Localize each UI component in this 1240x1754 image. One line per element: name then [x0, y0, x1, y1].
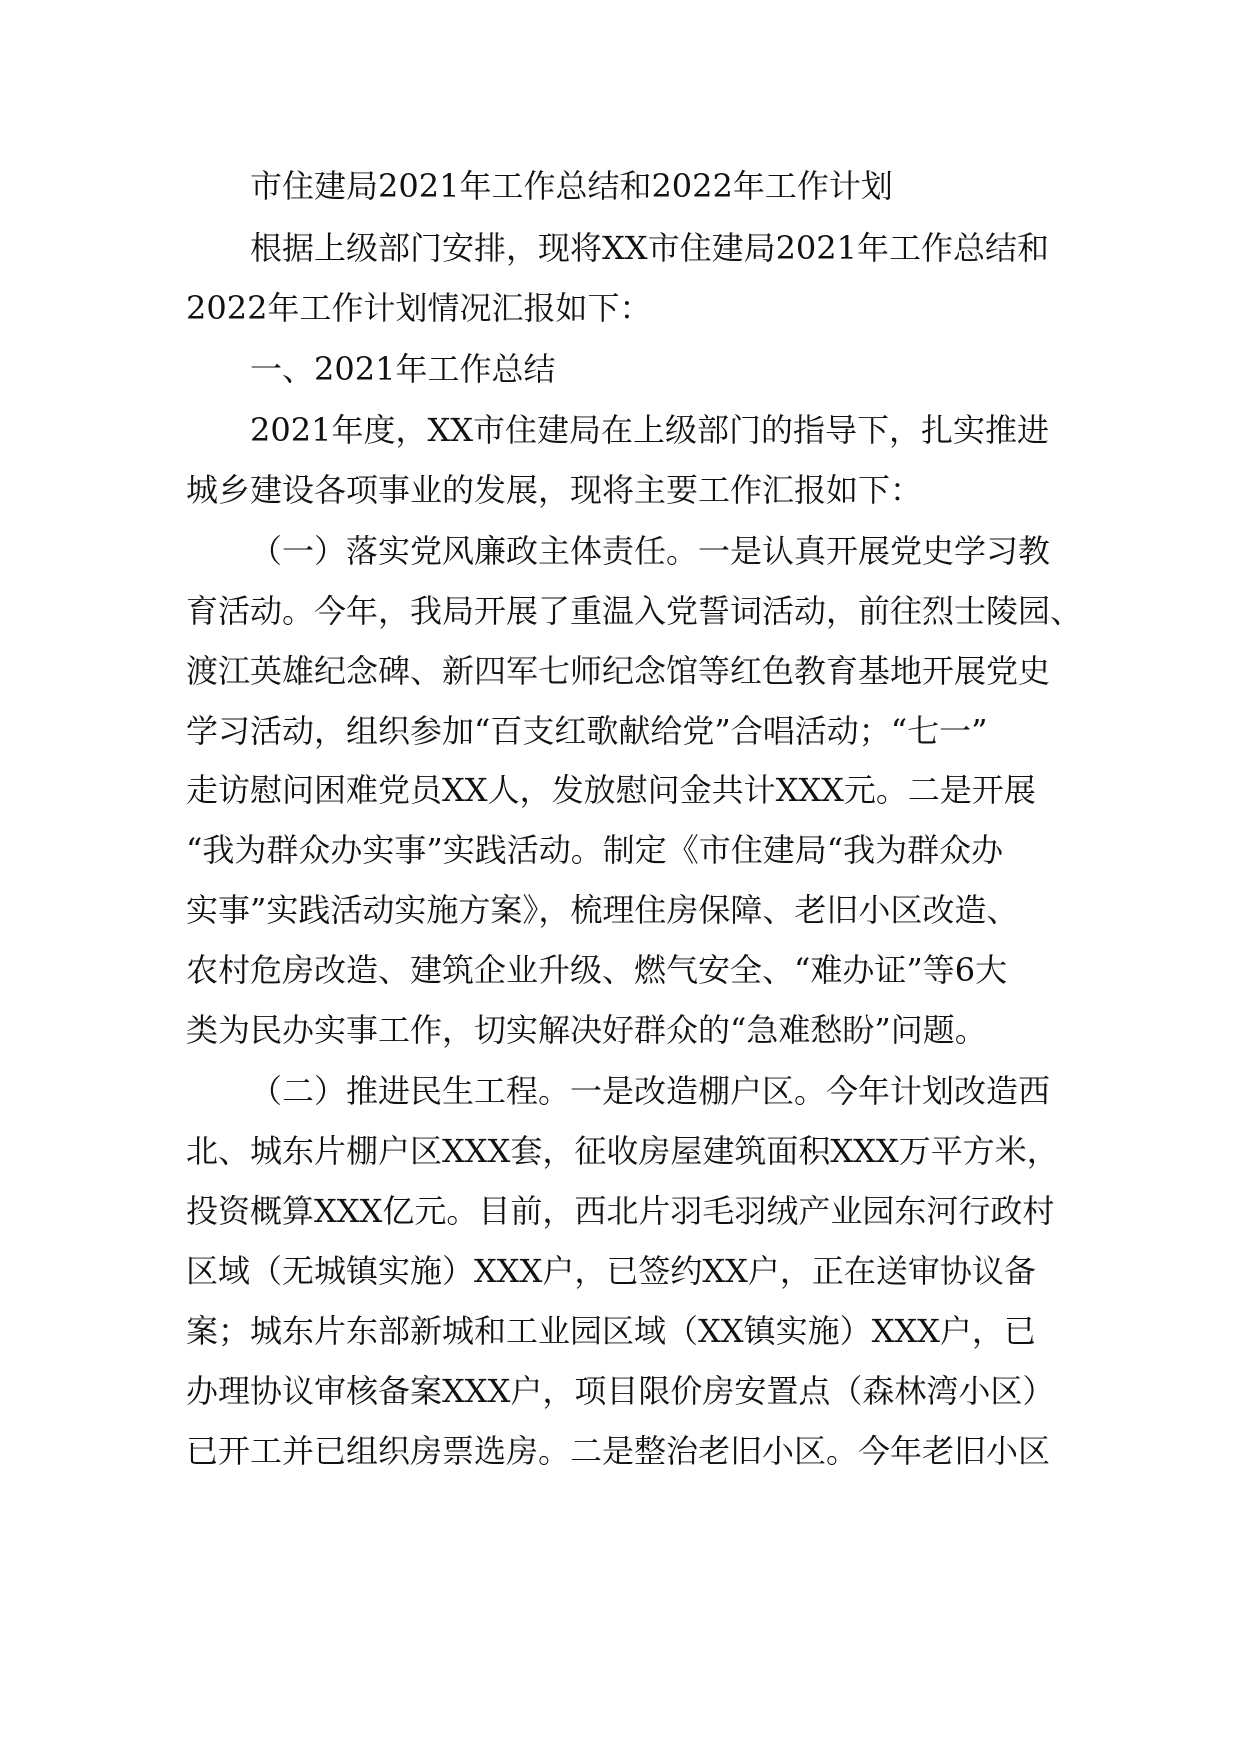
paragraph-line: “我为群众办实事”实践活动。制定《市住建局“我为群众办: [186, 831, 1004, 869]
paragraph-line: （二）推进民生工程。一是改造棚户区。今年计划改造西: [250, 1072, 1051, 1110]
paragraph-line: 类为民办实事工作，切实解决好群众的“急难愁盼”问题。: [186, 1011, 987, 1049]
document-title: 市住建局2021年工作总结和2022年工作计划: [250, 167, 893, 205]
paragraph-line: 农村危房改造、建筑企业升级、燃气安全、“难办证”等6大: [186, 951, 1008, 989]
paragraph-line: 走访慰问困难党员XX人，发放慰问金共计XXX元。二是开展: [186, 771, 1036, 809]
paragraph-line: 区域（无城镇实施）XXX户，已签约XX户，正在送审协议备: [186, 1252, 1036, 1290]
paragraph-line: 投资概算XXX亿元。目前，西北片羽毛羽绒产业园东河行政村: [186, 1192, 1055, 1230]
paragraph-line: 育活动。今年，我局开展了重温入党誓词活动，前往烈士陵园、: [186, 592, 1083, 630]
paragraph-line: 实事”实践活动实施方案》，梳理住房保障、老旧小区改造、: [186, 891, 1019, 929]
paragraph-line: （一）落实党风廉政主体责任。一是认真开展党史学习教: [250, 532, 1051, 570]
paragraph-line: 根据上级部门安排，现将XX市住建局2021年工作总结和: [250, 229, 1050, 267]
paragraph-line: 城乡建设各项事业的发展，现将主要工作汇报如下：: [186, 471, 923, 509]
paragraph-line: 已开工并已组织房票选房。二是整治老旧小区。今年老旧小区: [186, 1432, 1051, 1470]
section-heading: 一、2021年工作总结: [250, 350, 556, 388]
paragraph-line: 2022年工作计划情况汇报如下：: [186, 289, 652, 327]
paragraph-line: 案；城东片东部新城和工业园区域（XX镇实施）XXX户，已: [186, 1312, 1036, 1350]
paragraph-line: 渡江英雄纪念碑、新四军七师纪念馆等红色教育基地开展党史: [186, 652, 1051, 690]
paragraph-line: 办理协议审核备案XXX户，项目限价房安置点（森林湾小区）: [186, 1372, 1055, 1410]
paragraph-line: 学习活动，组织参加“百支红歌献给党”合唱活动；“七一”: [186, 712, 988, 750]
paragraph-line: 北、城东片棚户区XXX套，征收房屋建筑面积XXX万平方米，: [186, 1132, 1059, 1170]
paragraph-line: 2021年度，XX市住建局在上级部门的指导下，扎实推进: [250, 411, 1050, 449]
